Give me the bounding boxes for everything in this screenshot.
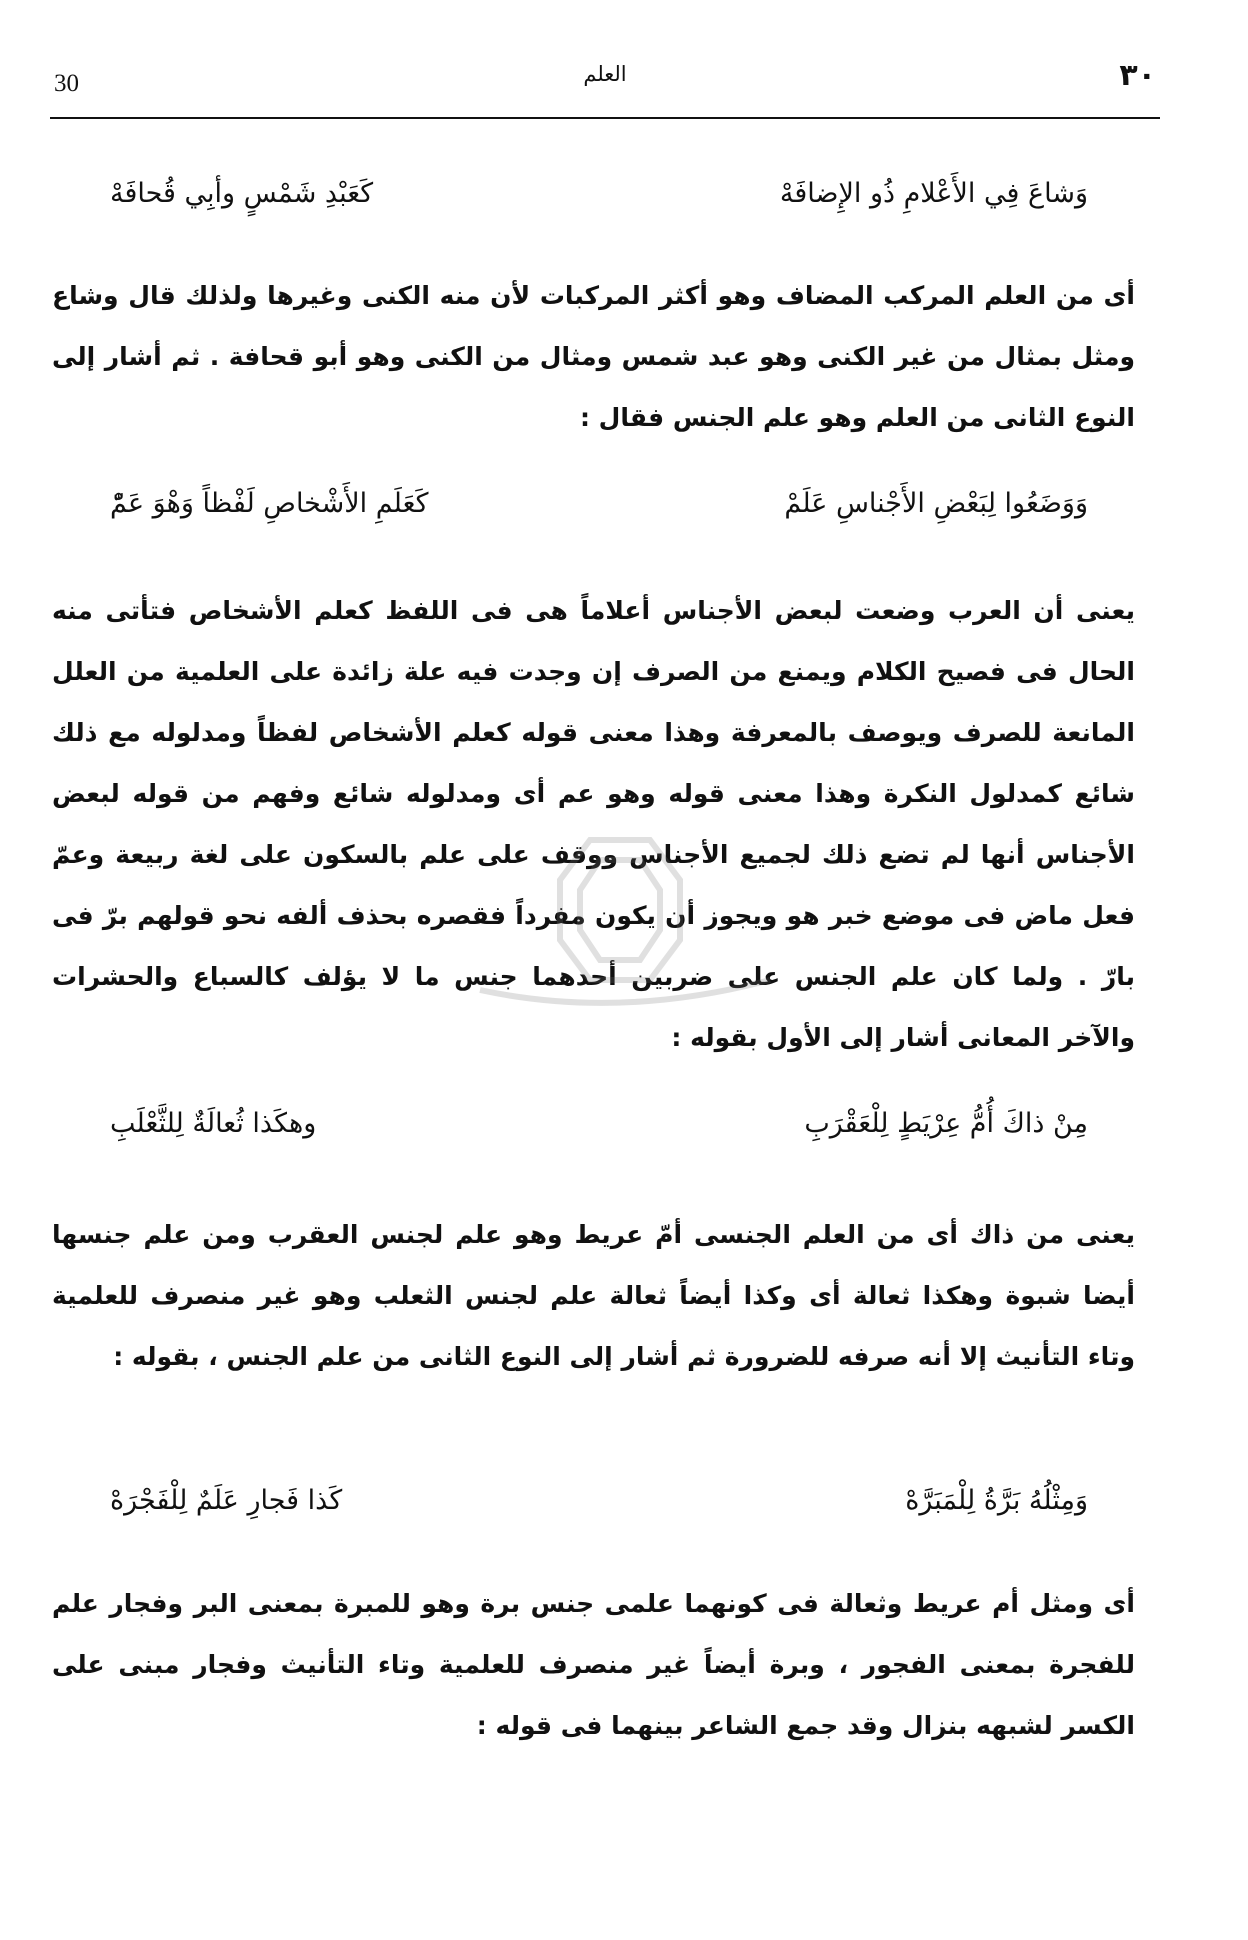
commentary-paragraph: أى من العلم المركب المضاف وهو أكثر المركبات لأن منه الكنى وغيرها ولذلك قال وشاع ومثل بمثال من غير الكنى وهو عبد شمس ومثال من الكنى وهو أبو قحافة . ثم أشار إلى النوع الثانى من العلم وهو علم الجنس فقال : (52, 281, 1135, 432)
verse-second-hemistich: كَعَلَمِ الأَشْخاصِ لَفْظاً وَهْوَ عَمّْ (110, 488, 429, 519)
page-header (50, 58, 1160, 118)
verse-first-hemistich: مِنْ ذاكَ أُمُّ عِرْيَطٍ لِلْعَقْرَبِ (804, 1108, 1088, 1139)
library-watermark-seal (440, 820, 800, 1020)
page-number-arabic: ٣٠ (1119, 58, 1156, 93)
verse-line (110, 168, 1088, 228)
page-number-latin: 30 (54, 70, 79, 97)
verse-first-hemistich: وَوَضَعُوا لِبَعْضِ الأَجْناسِ عَلَمْ (784, 488, 1088, 519)
commentary-paragraph: يعنى أن العرب وضعت لبعض الأجناس أعلاماً هى فى اللفظ كعلم الأشخاص فتأتى منه الحال فى فصيح الكلام ويمنع من الصرف إن وجدت فيه علة زائدة على العلمية من العلل المانعة للصرف ويوصف بالمعرفة وهذا معنى قوله كعلم الأشخاص لفظاً ومدلوله مع ذلك شائع كمدلول النكرة وهذا معنى قوله وهو عم أى ومدلوله شائع وفهم من قوله لبعض الأجناس أنها لم تضع ذلك لجميع الأجناس ووقف على علم بالسكون على لغة ربيعة وعمّ فعل ماض فى موضع خبر هو ويجوز أن يكون مفرداً فقصره بحذف ألفه نحو قولهم برّ فى بارّ . ولما كان علم الجنس على ضربين أحدهما جنس ما لا يؤلف كالسباع والحشرات والآخر المعانى أشار إلى الأول بقوله : (52, 596, 1135, 1052)
verse-second-hemistich: كَعَبْدِ شَمْسٍ وأبِي قُحافَهْ (110, 178, 374, 209)
header-rule (50, 117, 1160, 119)
verse-first-hemistich: وَشاعَ فِي الأَعْلامِ ذُو الإِضافَهْ (779, 178, 1088, 209)
commentary-paragraph: أى ومثل أم عريط وثعالة فى كونهما علمى جنس برة وهو للمبرة بمعنى البر وفجار علم للفجرة بمعنى الفجور ، وبرة أيضاً غير منصرف للعلمية وتاء التأنيث وفجار مبنى على الكسر لشبهه بنزال وقد جمع الشاعر بينهما فى قوله : (52, 1589, 1135, 1740)
running-title: العلم (583, 62, 627, 86)
verse-line (110, 1098, 1088, 1158)
verse-second-hemistich: وهكَذا ثُعالَةٌ لِلثَّعْلَبِ (110, 1108, 317, 1139)
verse-line (110, 478, 1088, 538)
commentary-paragraph: يعنى من ذاك أى من العلم الجنسى أمّ عريط وهو علم لجنس العقرب ومن علم جنسها أيضا شبوة وهكذا ثعالة أى وكذا أيضاً ثعالة علم لجنس الثعلب وهو غير منصرف للعلمية وتاء التأنيث إلا أنه صرفه للضرورة ثم أشار إلى النوع الثانى من علم الجنس ، بقوله : (52, 1220, 1135, 1371)
verse-second-hemistich: كَذا فَجارِ عَلَمٌ لِلْفَجْرَهْ (110, 1485, 343, 1516)
verse-line (110, 1475, 1088, 1535)
verse-first-hemistich: وَمِثْلُهُ بَرَّةُ لِلْمَبَرَّهْ (905, 1485, 1088, 1516)
